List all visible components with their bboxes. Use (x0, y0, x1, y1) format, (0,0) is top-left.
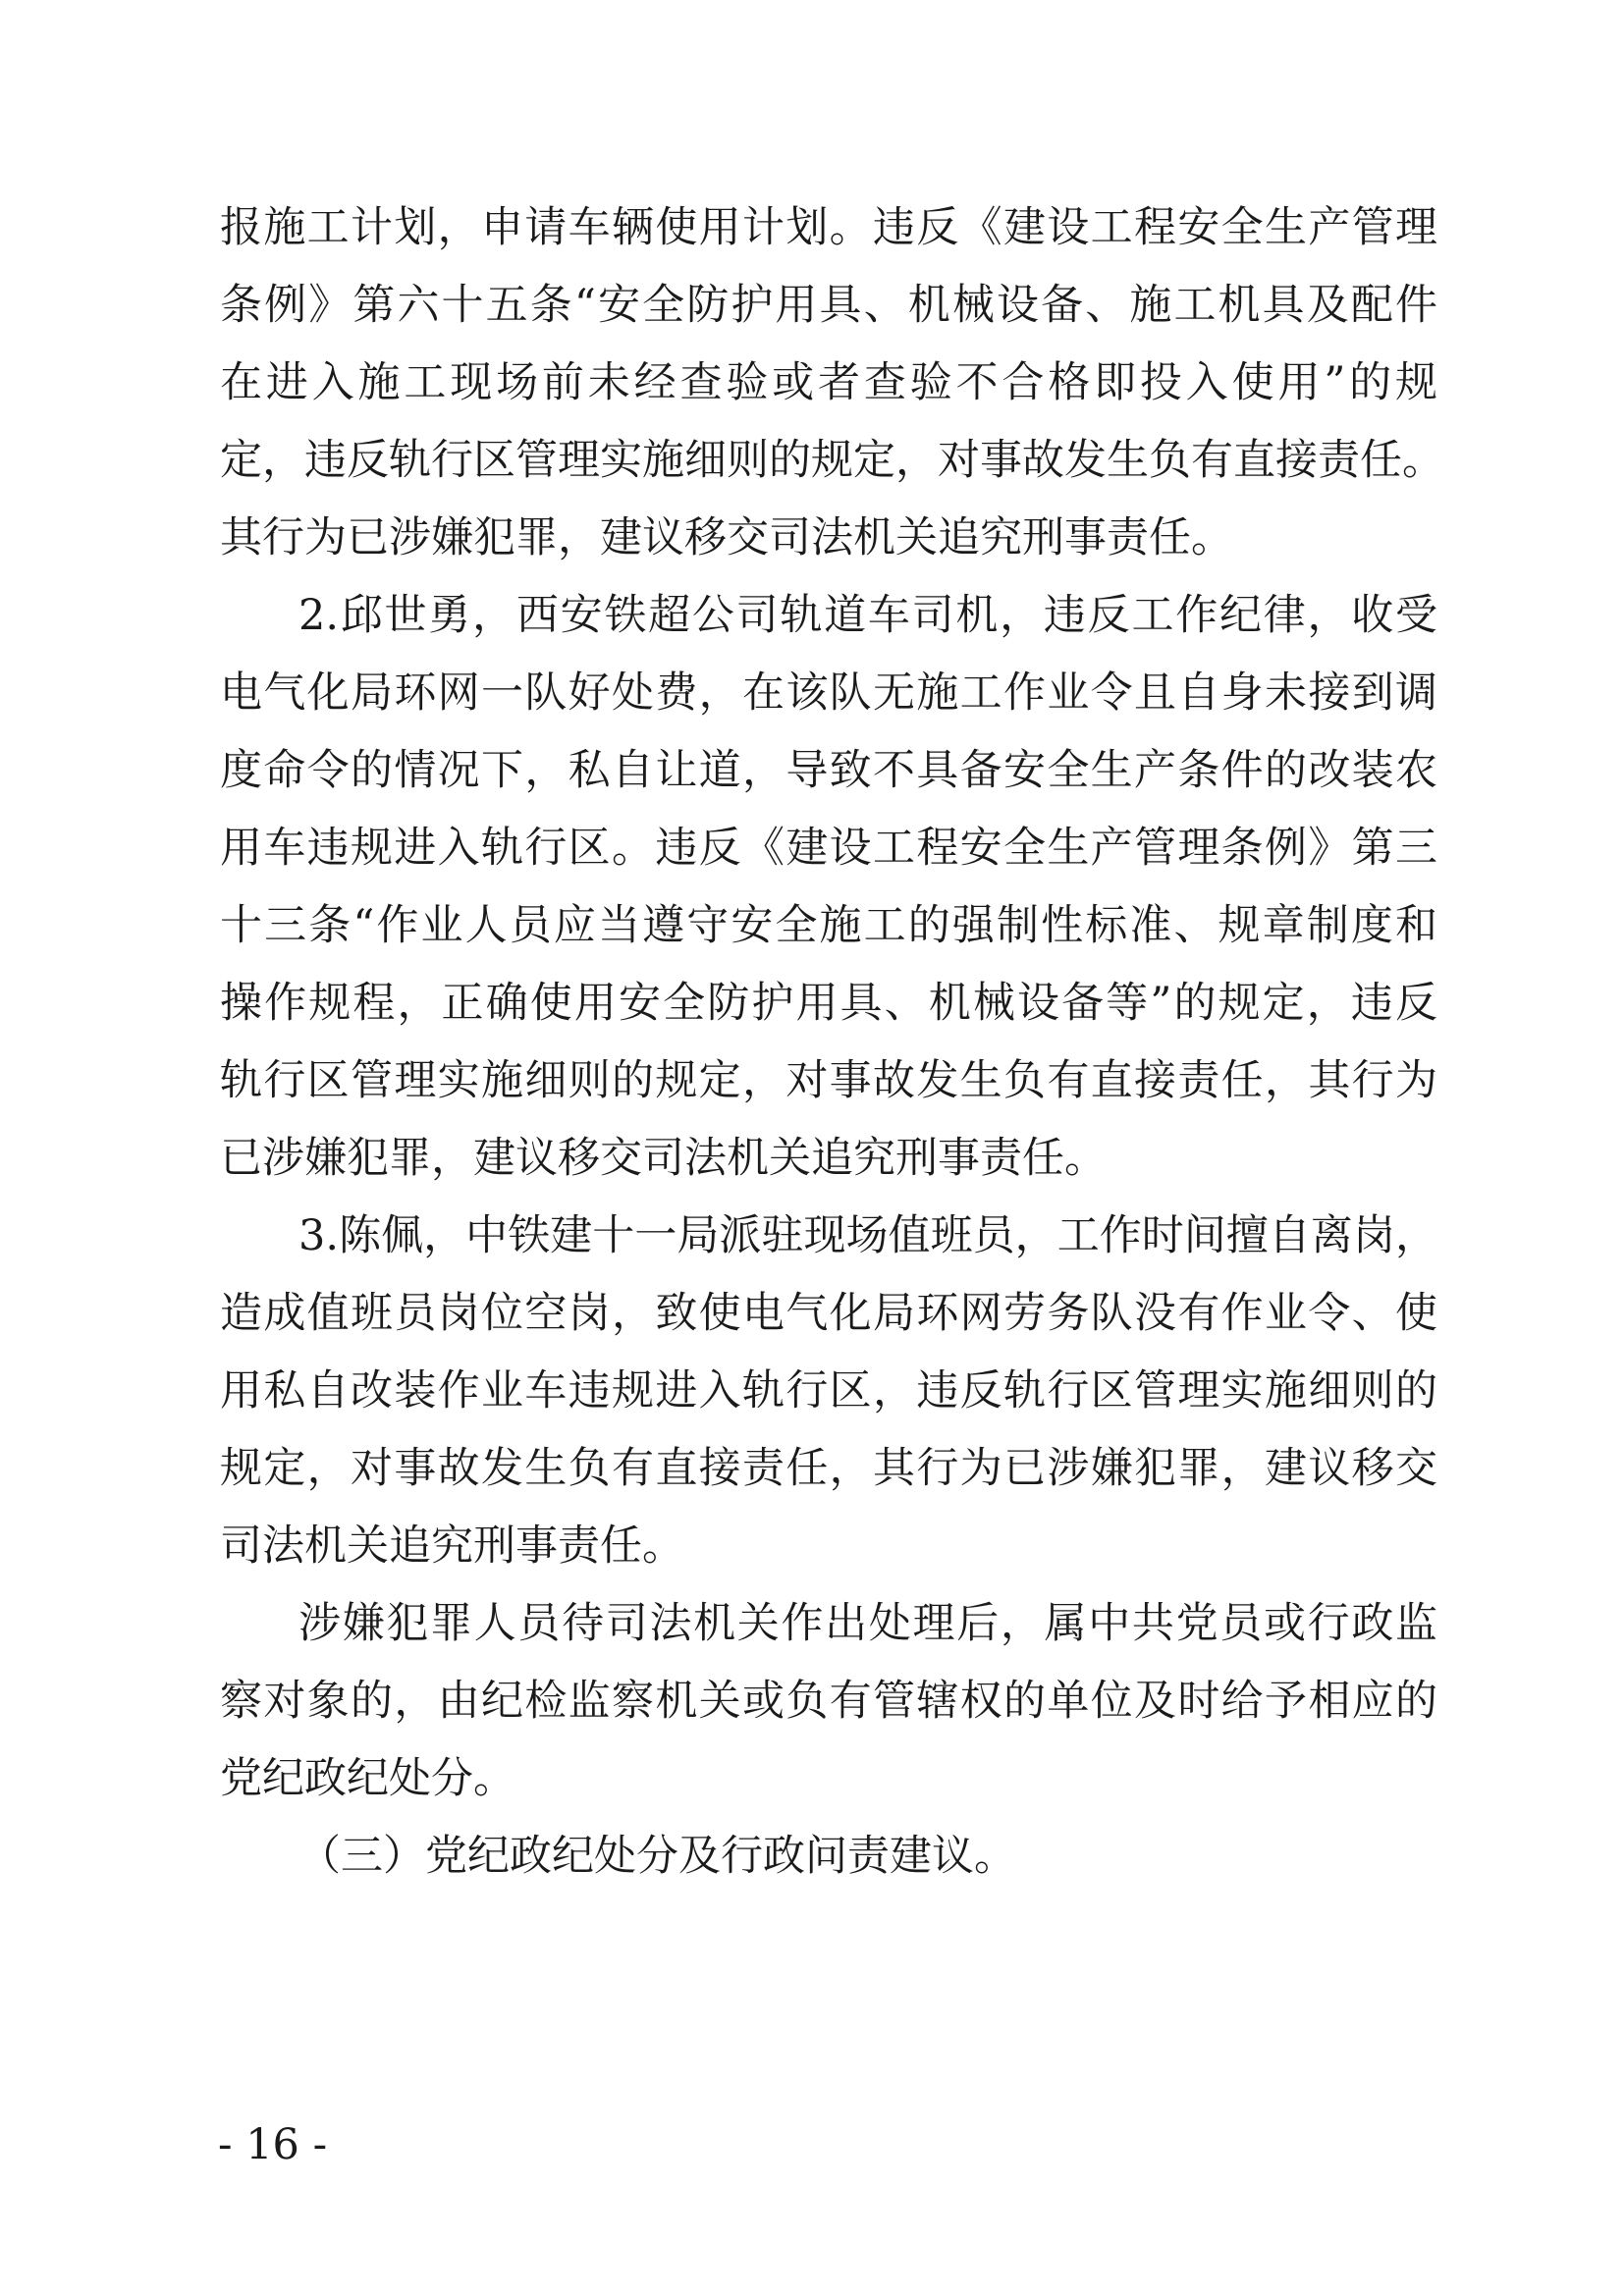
paragraph-line: 3.陈佩，中铁建十一局派驻现场值班员，工作时间擅自离岗， (298, 1211, 1437, 1260)
paragraph-line: 报施工计划，申请车辆使用计划。违反《建设工程安全生产管理 (220, 203, 1437, 252)
paragraph-line: 操作规程，正确使用安全防护用具、机械设备等”的规定，违反 (220, 979, 1437, 1028)
section-heading: （三）党纪政纪处分及行政问责建议。 (298, 1832, 1016, 1881)
paragraph-line: 党纪政纪处分。 (220, 1754, 515, 1803)
paragraph-line: 用车违规进入轨行区。违反《建设工程安全生产管理条例》第三 (220, 824, 1437, 873)
paragraph-line: 条例》第六十五条“安全防护用具、机械设备、施工机具及配件 (220, 281, 1437, 330)
paragraph-line: 规定，对事故发生负有直接责任，其行为已涉嫌犯罪，建议移交 (220, 1444, 1437, 1493)
paragraph-line: 用私自改装作业车违规进入轨行区，违反轨行区管理实施细则的 (220, 1366, 1437, 1415)
paragraph-line: 在进入施工现场前未经查验或者查验不合格即投入使用”的规 (220, 358, 1437, 407)
paragraph-line: 度命令的情况下，私自让道，导致不具备安全生产条件的改装农 (220, 746, 1437, 795)
paragraph-line: 涉嫌犯罪人员待司法机关作出处理后，属中共党员或行政监 (298, 1599, 1437, 1648)
paragraph-line: 十三条“作业人员应当遵守安全施工的强制性标准、规章制度和 (220, 901, 1437, 950)
paragraph-line: 其行为已涉嫌犯罪，建议移交司法机关追究刑事责任。 (220, 513, 1233, 562)
paragraph-line: 司法机关追究刑事责任。 (220, 1522, 684, 1571)
paragraph-line: 察对象的，由纪检监察机关或负有管辖权的单位及时给予相应的 (220, 1677, 1437, 1726)
paragraph-line: 电气化局环网一队好处费，在该队无施工作业令且自身未接到调 (220, 668, 1437, 718)
paragraph-line: 造成值班员岗位空岗，致使电气化局环网劳务队没有作业令、使 (220, 1289, 1437, 1338)
paragraph-line: 已涉嫌犯罪，建议移交司法机关追究刑事责任。 (220, 1134, 1107, 1183)
page-number: - 16 - (218, 2120, 328, 2169)
paragraph-line: 轨行区管理实施细则的规定，对事故发生负有直接责任，其行为 (220, 1056, 1437, 1105)
paragraph-line: 2.邱世勇，西安铁超公司轨道车司机，违反工作纪律，收受 (298, 591, 1437, 640)
paragraph-line: 定，违反轨行区管理实施细则的规定，对事故发生负有直接责任。 (220, 436, 1444, 485)
